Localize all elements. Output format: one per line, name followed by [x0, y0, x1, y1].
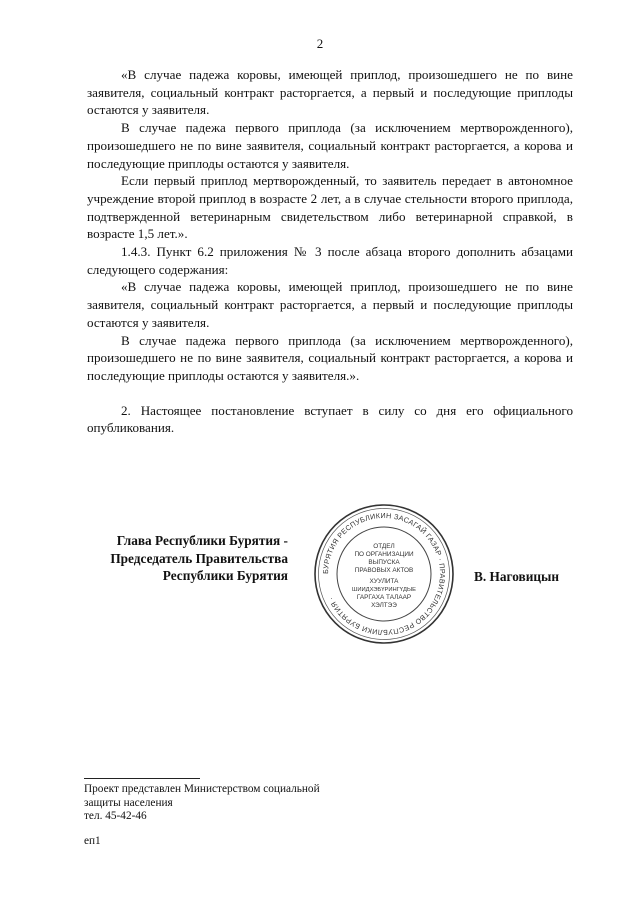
- svg-text:БУРЯТИЯ РЕСПУБЛИКИН ЗАСАГАЙ ГА: [321, 511, 447, 637]
- seal-center-line: ПО ОРГАНИЗАЦИИ: [354, 551, 414, 558]
- paragraph: «В случае падежа коровы, имеющей приплод, произошедшего не по вине заявителя, социальный контракт расторгается, а первый и последующие приплоды остаются у заявителя.: [87, 67, 573, 118]
- seal-center-line: ПРАВОВЫХ АКТОВ: [354, 567, 414, 574]
- footer-line: тел. 45-42-46: [84, 810, 147, 823]
- seal-center-line: ГАРГАХА ТАЛААР: [356, 594, 412, 601]
- document-code: еп1: [84, 835, 101, 847]
- paragraph: В случае падежа первого приплода (за исключением мертворожденного), произошедшего не по вине заявителя, социальный контракт расторгается, а корова и последующие приплоды остаются у заявителя.».: [87, 332, 573, 383]
- seal-ring-text: БУРЯТИЯ РЕСПУБЛИКИН ЗАСАГАЙ ГАЗАР · ПРАВИТЕЛЬСТВО РЕСПУБЛИКИ БУРЯТИЯ ·: [320, 510, 448, 638]
- signer-title: [70, 532, 288, 585]
- signer-title-line: Республики Бурятия: [162, 568, 288, 583]
- seal-center-line: ВЫПУСКА: [368, 559, 400, 566]
- paragraph: В случае падежа первого приплода (за исключением мертворожденного), произошедшего не по вине заявителя, социальный контракт расторгается, а корова и последующие приплоды остаются у заявителя.: [87, 120, 573, 171]
- signer-name: В. Наговицын: [474, 569, 560, 584]
- paragraph: «В случае падежа коровы, имеющей приплод, произошедшего не по вине заявителя, социальный контракт расторгается, а первый и последующие приплоды остаются у заявителя.: [87, 279, 573, 330]
- paragraph: 1.4.3. Пункт 6.2 приложения № 3 после абзаца второго дополнить абзацами следующего содержания:: [87, 244, 573, 277]
- seal-center-line: ХУУЛИТА: [369, 578, 399, 585]
- footer-divider: [84, 778, 200, 779]
- paragraph: Если первый приплод мертворожденный, то заявитель передает в автономное учреждение второй приплод в возрасте 2 лет, а в случае стельности второго приплода, подтвержденной ветеринарным свидетельством либо ветеринарной справкой, в возрасте 1,5 лет.».: [87, 173, 573, 242]
- page-number: 2: [316, 36, 324, 51]
- seal-center-line: ШИИДХЭБҮРИНГҮДЫЕ: [352, 587, 416, 593]
- paragraph: 2. Настоящее постановление вступает в силу со дня его официального опубликования.: [87, 402, 573, 436]
- seal-center-line: ОТДЕЛ: [373, 543, 395, 550]
- footer-line: защиты населения: [84, 796, 173, 809]
- footer-note: [84, 783, 320, 824]
- document-body: [87, 66, 573, 437]
- official-seal: [312, 502, 456, 646]
- footer-line: Проект представлен Министерством социальной: [84, 783, 320, 795]
- signer-title-line: Председатель Правительства: [110, 550, 288, 566]
- signer-title-line: Глава Республики Бурятия -: [116, 533, 288, 548]
- seal-center-line: ХЭЛТЭЭ: [371, 602, 397, 609]
